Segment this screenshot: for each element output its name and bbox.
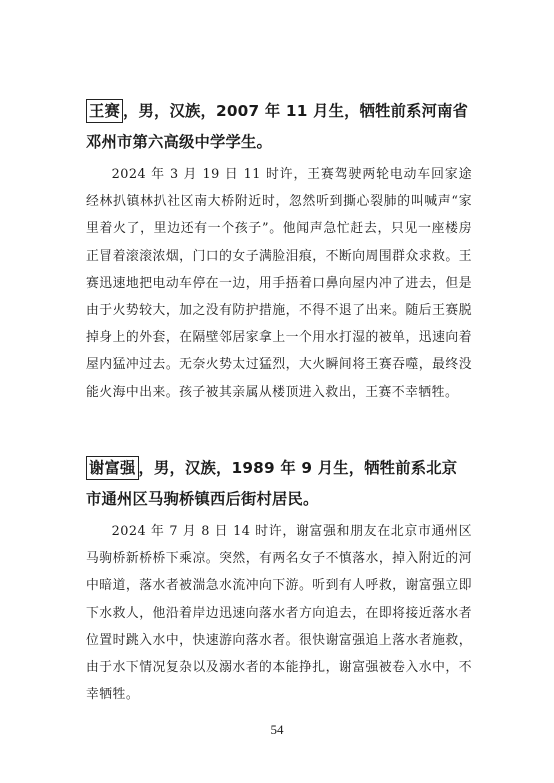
- entry-body: 2024 年 7 月 8 日 14 时许，谢富强和朋友在北京市通州区马驹桥新桥桥下乘凉。突然，有两名女子不慎落水，掉入附近的河中暗道，落水者被湍急水流冲向下游。听到有人呼救，谢富强立即下水救人，他沿着岸边迅速向落水者方向追去，在即将接近落水者位置时跳入水中，快速游向落水者。很快谢富强追上落水者施救，由于水下情况复杂以及溺水者的本能挣扎，谢富强被卷入水中，不幸牺牲。: [86, 524, 472, 703]
- entry-heading: [86, 453, 472, 515]
- entry-heading: [86, 96, 472, 158]
- martyr-name: 谢富强: [86, 456, 139, 480]
- entry-body: 2024 年 3 月 19 日 11 时许，王赛驾驶两轮电动车回家途经林扒镇林扒社区南大桥附近时，忽然听到撕心裂肺的叫喊声“家里着火了，里边还有一个孩子”。他闻声急忙赶去，只见一座楼房正冒着滚滚浓烟，门口的女子满脸泪痕，不断向周围群众求救。王赛迅速地把电动车停在一边，用手捂着口鼻向屋内冲了进去，但是由于火势较大，加之没有防护措施，不得不退了出来。随后王赛脱掉身上的外套，在隔壁邻居家拿上一个用水打湿的被单，迅速向着屋内猛冲过去。无奈火势太过猛烈，大火瞬间将王赛吞噬，最终没能火海中出来。孩子被其亲属从楼顶进入救出，王赛不幸牺牲。: [86, 167, 472, 400]
- martyr-name: 王赛: [86, 99, 123, 123]
- heading-details: ，男，汉族，2007 年 11 月生，牺牲前系河南省邓州市第六高级中学学生。: [86, 102, 469, 151]
- page-number: 54: [270, 722, 284, 737]
- martyr-entry: [86, 96, 472, 406]
- heading-details: ，男，汉族，1989 年 9 月生，牺牲前系北京市通州区马驹桥镇西后街村居民。: [86, 459, 458, 508]
- martyr-entry: [86, 453, 472, 708]
